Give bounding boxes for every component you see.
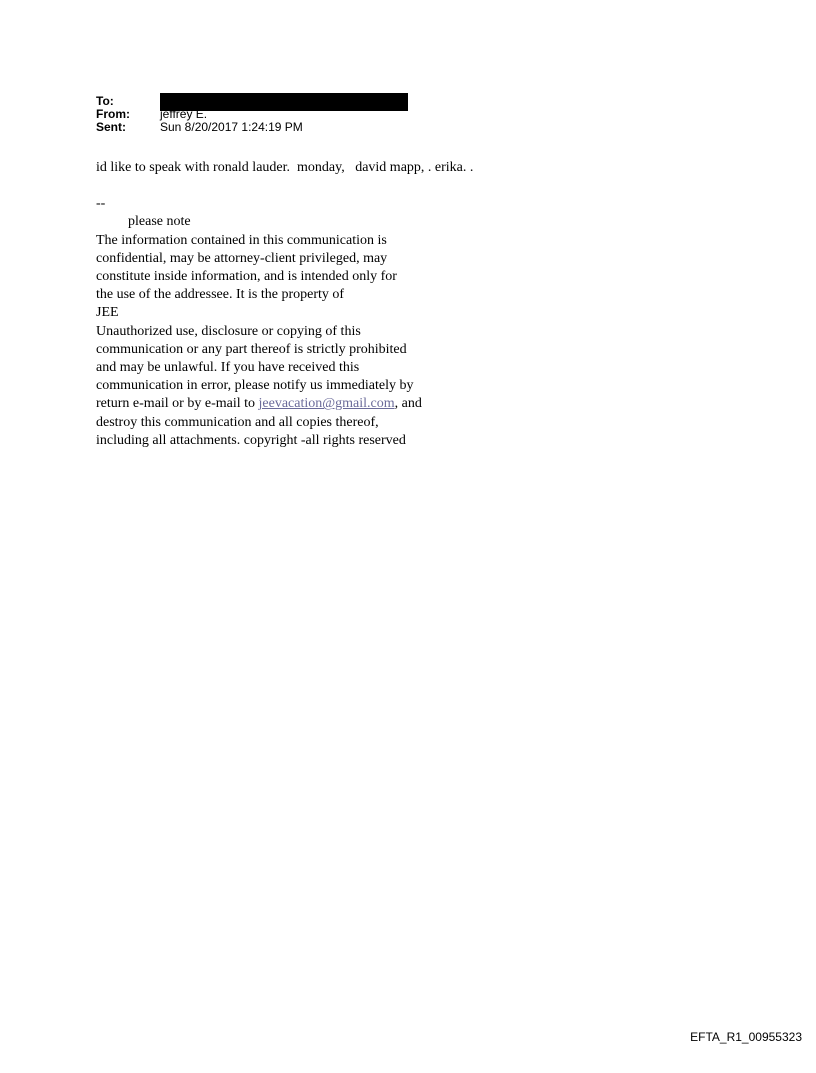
email-header	[96, 95, 408, 134]
link-prefix: return e-mail or by e-mail to	[96, 396, 259, 412]
link-suffix: , and	[394, 396, 422, 412]
disclaimer-line: JEE	[96, 305, 119, 321]
to-label: To:	[96, 94, 114, 108]
disclaimer-line: destroy this communication and all copies thereof,	[96, 414, 379, 430]
disclaimer-line: communication in error, please notify us immediately by	[96, 378, 414, 394]
sent-value: Sun 8/20/2017 1:24:19 PM	[160, 120, 303, 134]
signature-separator: --	[96, 196, 106, 212]
from-label: From:	[96, 107, 130, 121]
disclaimer-line: constitute inside information, and is intended only for	[96, 269, 397, 285]
email-link[interactable]: jeevacation@gmail.com	[258, 396, 395, 412]
disclaimer-line: The information contained in this communication is	[96, 232, 387, 248]
disclaimer-line: confidential, may be attorney-client privileged, may	[96, 250, 388, 266]
disclaimer-link-line	[96, 395, 696, 413]
disclaimer-line: the use of the addressee. It is the property of	[96, 287, 345, 303]
sent-row	[96, 121, 408, 134]
disclaimer-line: including all attachments. copyright -all rights reserved	[96, 432, 406, 448]
sent-label: Sent:	[96, 120, 126, 134]
message-text: id like to speak with ronald lauder. monday, david mapp, . erika. .	[96, 160, 474, 175]
from-value: jeffrey E.	[160, 107, 208, 121]
email-body	[96, 159, 696, 450]
disclaimer-line: communication or any part thereof is strictly prohibited	[96, 341, 407, 357]
disclaimer-line: Unauthorized use, disclosure or copying of this	[96, 323, 361, 339]
disclaimer-line: and may be unlawful. If you have received this	[96, 360, 360, 376]
document-id: EFTA_R1_00955323	[690, 1030, 802, 1044]
please-note: please note	[128, 214, 191, 230]
to-row	[96, 95, 408, 108]
